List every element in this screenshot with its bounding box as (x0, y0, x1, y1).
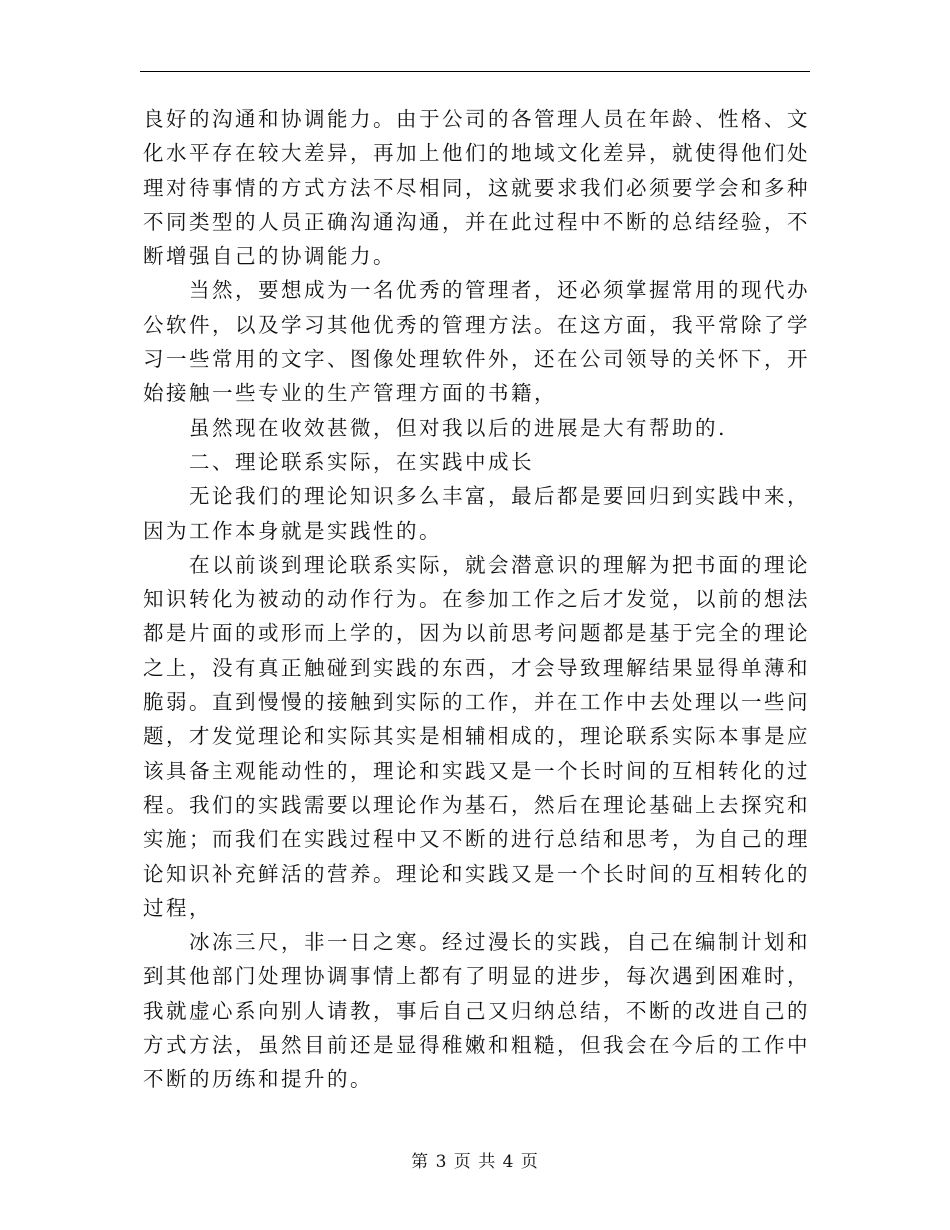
paragraph-7: 冰冻三尺，非一日之寒。经过漫长的实践，自己在编制计划和到其他部门处理协调事情上都有了明显的进步，每次遇到困难时，我就虚心系向别人请教，事后自己又归纳总结，不断的改进自己的方式方法，虽然目前还是显得稚嫩和粗糙，但我会在今后的工作中不断的历练和提升的。 (143, 930, 810, 1092)
paragraph-1: 良好的沟通和协调能力。由于公司的各管理人员在年龄、性格、文化水平存在较大差异，再加上他们的地域文化差异，就使得他们处理对待事情的方式方法不尽相同，这就要求我们必须要学会和多种不同类型的人员正确沟通沟通，并在此过程中不断的总结经验，不断增强自己的协调能力。 (143, 107, 810, 269)
document-body (143, 102, 810, 1097)
section-heading: 二、理论联系实际，在实践中成长 (189, 449, 534, 474)
paragraph-2: 当然，要想成为一名优秀的管理者，还必须掌握常用的现代办公软件，以及学习其他优秀的管理方法。在这方面，我平常除了学习一些常用的文字、图像处理软件外，还在公司领导的关怀下，开始接触一些专业的生产管理方面的书籍， (143, 278, 810, 406)
paragraph-5: 无论我们的理论知识多么丰富，最后都是要回归到实践中来，因为工作本身就是实践性的。 (143, 484, 810, 543)
paragraph-3: 虽然现在收效甚微，但对我以后的进展是大有帮助的. (189, 415, 728, 440)
header-rule (140, 71, 810, 72)
page-footer: 第 3 页 共 4 页 (411, 1152, 539, 1172)
paragraph-6: 在以前谈到理论联系实际，就会潜意识的理解为把书面的理论知识转化为被动的动作行为。在参加工作之后才发觉，以前的想法都是片面的或形而上学的，因为以前思考问题都是基于完全的理论之上，没有真正触碰到实践的东西，才会导致理解结果显得单薄和脆弱。直到慢慢的接触到实际的工作，并在工作中去处理以一些问题，才发觉理论和实际其实是相辅相成的，理论联系实际本事是应该具备主观能动性的，理论和实践又是一个长时间的互相转化的过程。我们的实践需要以理论作为基石，然后在理论基础上去探究和实施；而我们在实践过程中又不断的进行总结和思考，为自己的理论知识补充鲜活的营养。理论和实践又是一个长时间的互相转化的过程， (143, 552, 810, 920)
